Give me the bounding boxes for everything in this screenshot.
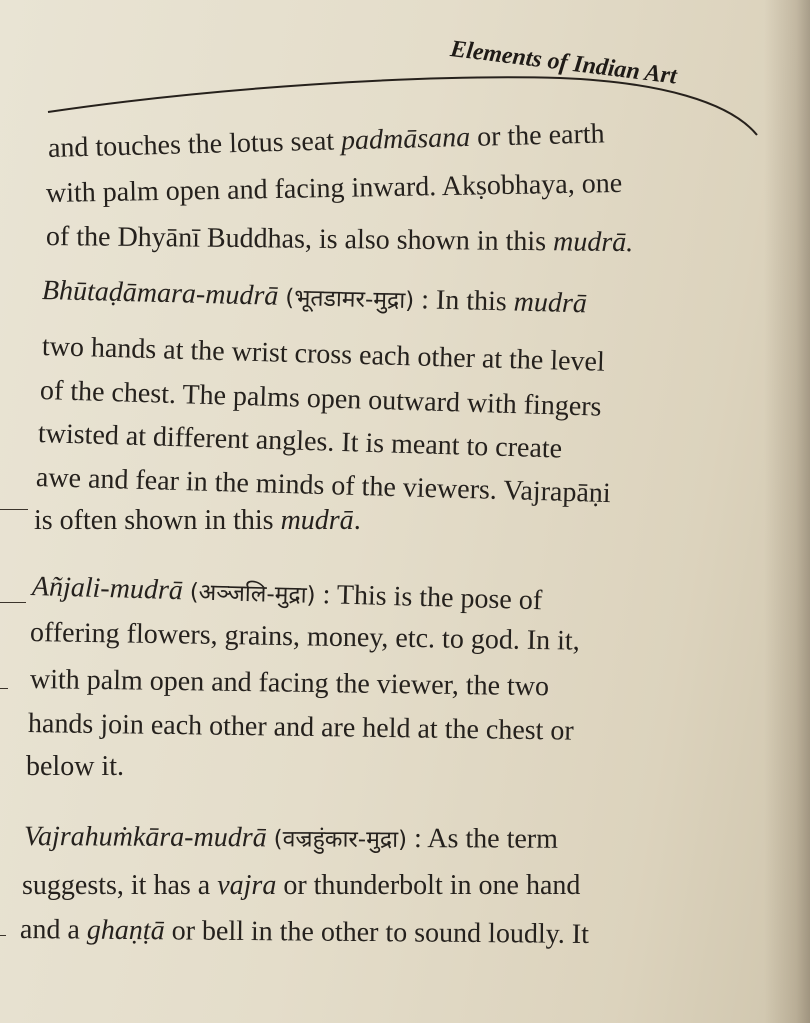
text-line: of the chest. The palms open outward with fingers [39,375,602,423]
text-run: is often shown in this [34,505,274,536]
text-run: . [353,505,361,536]
mudra-term: Añjali-mudrā [31,571,184,607]
devanagari-term: (अञ्जलि-मुद्रा) [189,579,316,609]
margin-mark [0,602,26,603]
text-run: or thunderbolt in one hand [283,870,581,901]
text-line: two hands at the wrist cross each other at the level [41,331,606,378]
text-run: : In this [420,284,508,318]
text-run: : As the term [413,823,559,855]
margin-mark [0,935,6,936]
italic-term: mudrā [513,286,588,320]
text-line: below it. [26,751,124,782]
text-line [32,570,543,617]
text-run: and a [19,914,80,946]
text-run: or the earth [476,118,605,153]
text-line: with palm open and facing the viewer, the two [29,664,550,703]
text-run: : This is the pose of [322,579,543,617]
text-line [48,118,605,165]
text-run: or bell in the other to sound loudly. It [171,915,590,950]
text-run: of the Dhyānī Buddhas, is also shown in this [45,221,547,258]
mudra-term: Vajrahuṁkāra-mudrā [23,821,267,854]
margin-mark [0,688,8,689]
italic-term: ghaṇṭā [86,914,165,947]
devanagari-term: (वज्रहुंकार-मुद्रा) [273,826,408,854]
text-line [24,820,558,856]
italic-term: mudrā [280,505,354,536]
margin-mark [0,509,28,510]
text-line: awe and fear in the minds of the viewers. Vajrapāṇi [35,462,612,510]
text-line: hands join each other and are held at the chest or [27,708,574,747]
text-line: twisted at different angles. It is meant to create [37,418,563,465]
text-run: suggests, it has a [22,870,211,901]
devanagari-term: (भूतडामर-मुद्रा) [285,284,415,315]
text-line [22,870,580,902]
text-run: and touches the lotus seat [47,125,335,164]
italic-term: padmāsana [340,121,471,157]
text-line [34,505,361,537]
italic-term: vajra [217,870,277,901]
text-line [20,914,589,951]
mudra-term: Bhūtaḍāmara-mudrā [41,275,279,312]
text-line [46,221,634,259]
text-line: offering flowers, grains, money, etc. to god. In it, [29,617,580,657]
italic-term: mudrā. [552,226,634,259]
running-header-title: Elements of Indian Art [448,36,679,90]
text-line: with palm open and facing inward. Akṣobhaya, one [45,167,623,209]
text-line [42,274,588,320]
